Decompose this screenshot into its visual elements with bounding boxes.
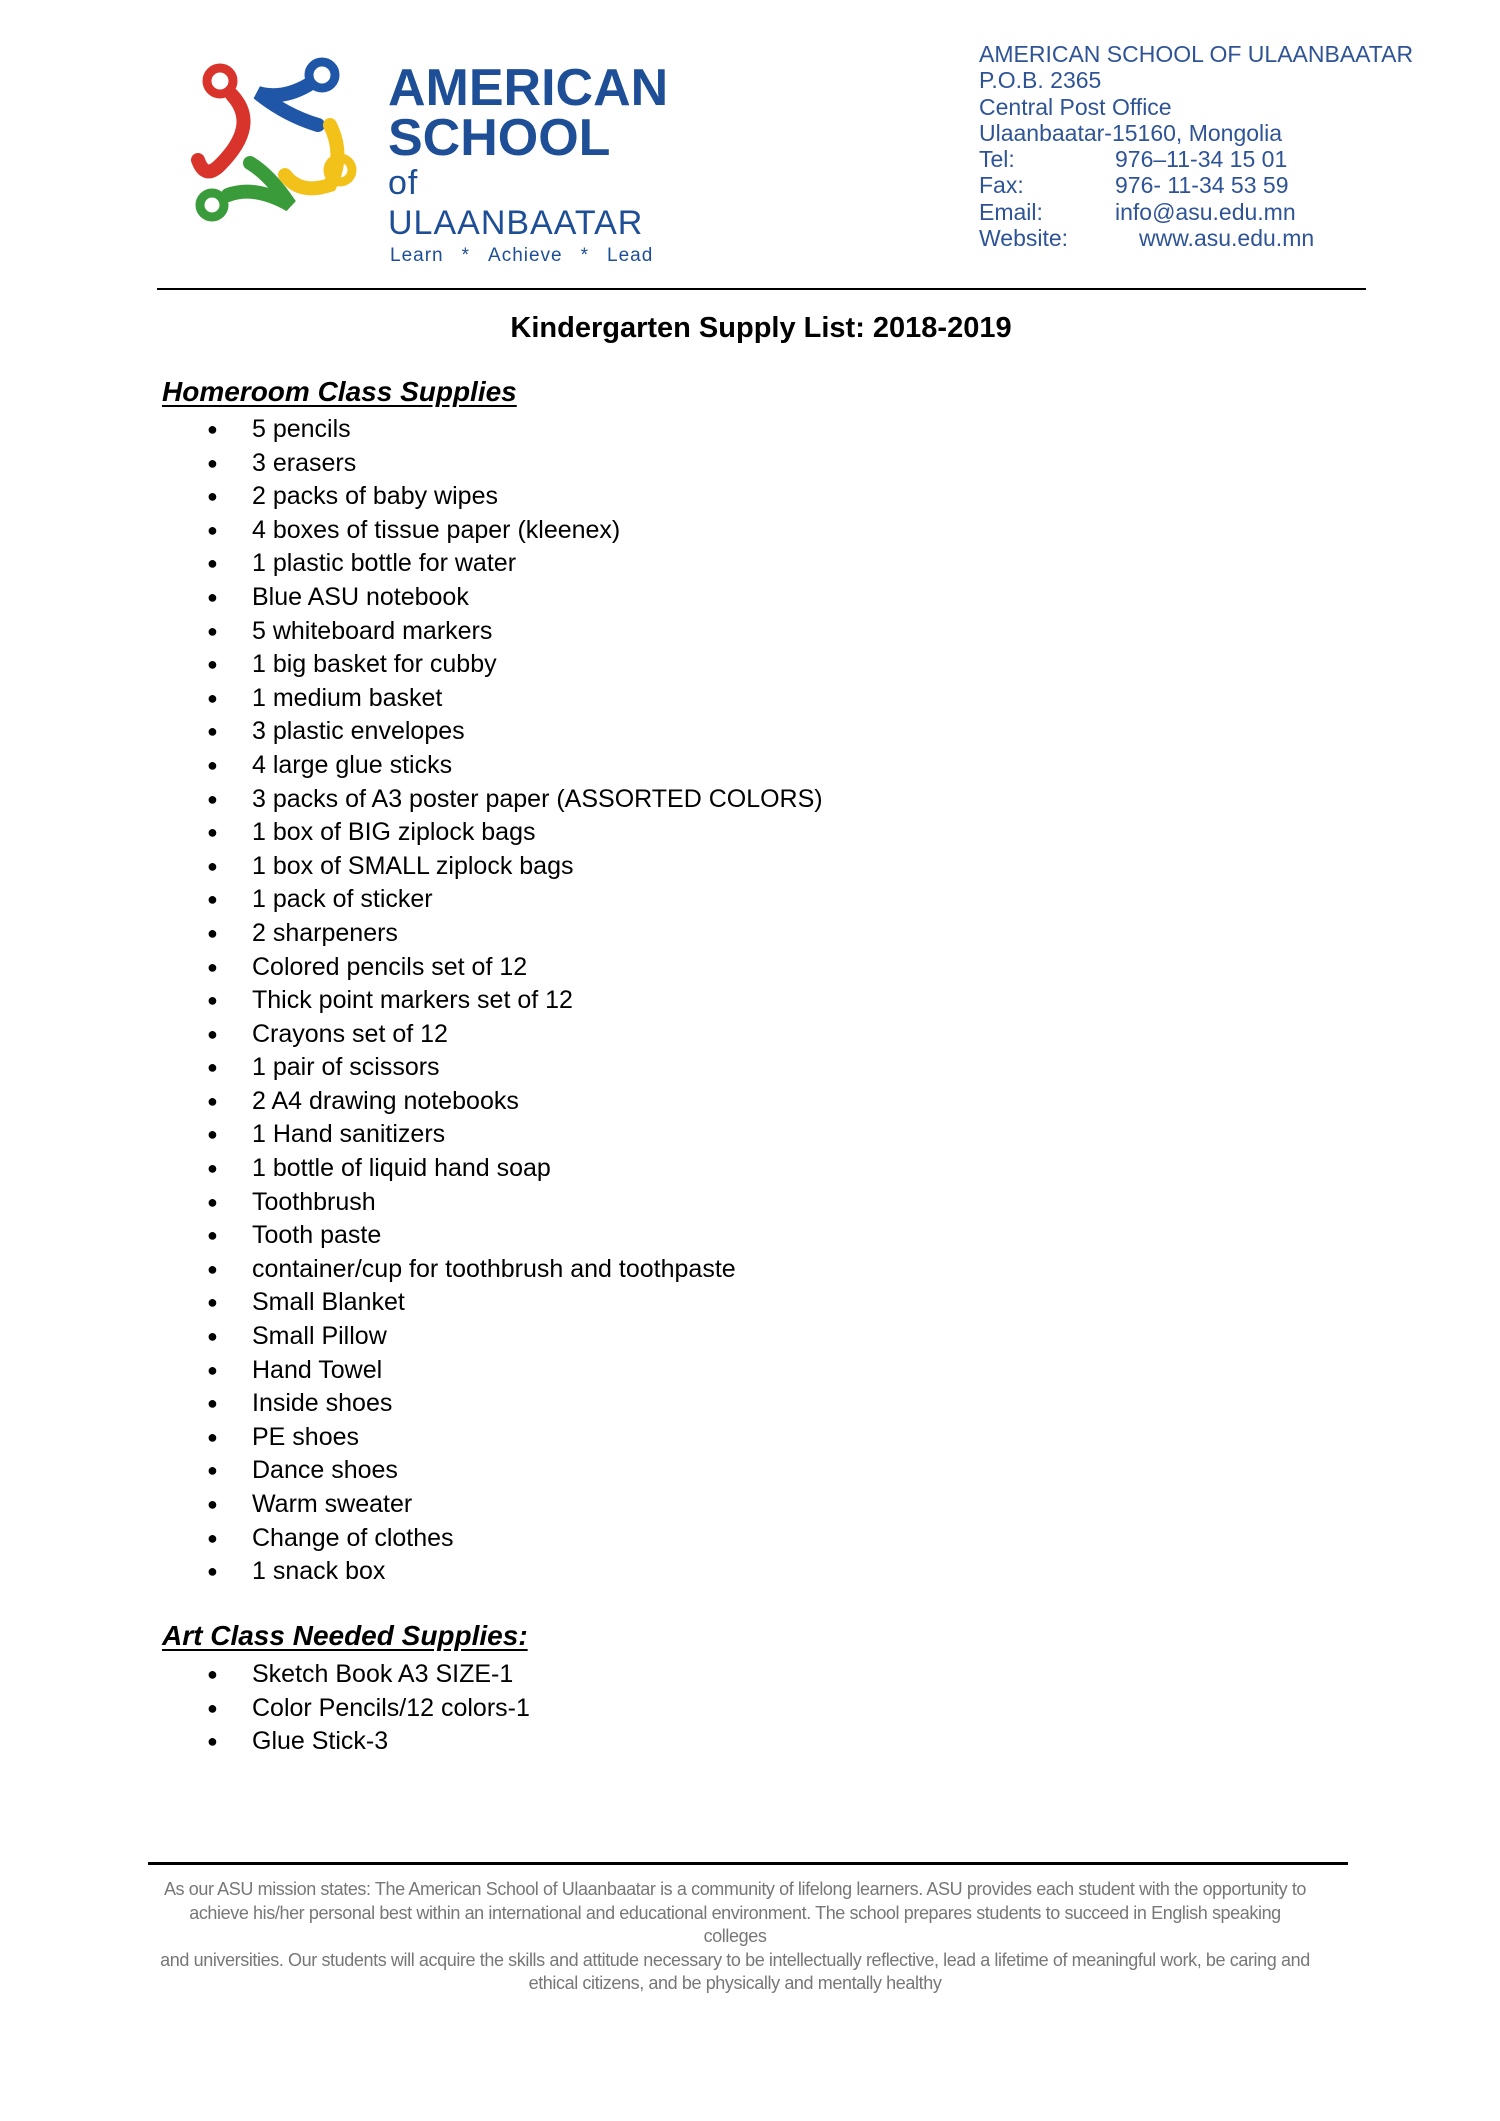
homeroom-list-item (207, 715, 823, 749)
homeroom-list-item (207, 648, 823, 682)
tagline-lead: Lead (607, 245, 654, 266)
homeroom-list-item (207, 1186, 823, 1220)
bullet-icon: ● (207, 486, 218, 507)
contact-website-row (979, 225, 1413, 251)
bullet-icon: ● (207, 1090, 218, 1111)
fax-value: 976- 11-34 53 59 (1115, 172, 1289, 199)
homeroom-item-text: 1 bottle of liquid hand soap (252, 1154, 551, 1183)
homeroom-list-item (207, 447, 823, 481)
page-title: Kindergarten Supply List: 2018-2019 (510, 312, 1012, 344)
art-heading: Art Class Needed Supplies: (162, 1620, 528, 1651)
homeroom-list-item (207, 1286, 823, 1320)
bullet-icon: ● (207, 1697, 218, 1718)
bullet-icon: ● (207, 1225, 218, 1246)
homeroom-list-item (207, 413, 823, 447)
homeroom-list-item (207, 783, 823, 817)
homeroom-list-item (207, 883, 823, 917)
bullet-icon: ● (207, 1258, 218, 1279)
homeroom-list-item (207, 1253, 823, 1287)
bullet-icon: ● (207, 620, 218, 641)
homeroom-item-text: Thick point markers set of 12 (252, 986, 573, 1015)
emblem-red-figure (198, 68, 244, 171)
logo-line-school: SCHOOL (388, 109, 611, 167)
contact-block (979, 41, 1413, 251)
bullet-icon: ● (207, 553, 218, 574)
homeroom-list-item (207, 749, 823, 783)
email-link[interactable]: info@asu.edu.mn (1115, 198, 1296, 225)
homeroom-item-text: 2 packs of baby wipes (252, 482, 498, 511)
bullet-icon: ● (207, 1359, 218, 1380)
contact-tel-row (979, 146, 1413, 172)
bullet-icon: ● (207, 586, 218, 607)
homeroom-list-item (207, 547, 823, 581)
homeroom-list-item (207, 1387, 823, 1421)
bullet-icon: ● (207, 922, 218, 943)
homeroom-list-item (207, 514, 823, 548)
bullet-icon: ● (207, 1393, 218, 1414)
mission-line: and universities. Our students will acquire the skills and attitude necessary to be intellectually reflective, lead a lifetime of meaningful work, be caring and (160, 1949, 1310, 1970)
homeroom-item-text: 1 Hand sanitizers (252, 1120, 446, 1149)
bullet-icon: ● (207, 1460, 218, 1481)
homeroom-list-item (207, 1118, 823, 1152)
homeroom-heading: Homeroom Class Supplies (162, 376, 517, 407)
tel-label: Tel: (979, 146, 1015, 173)
homeroom-list-item (207, 984, 823, 1018)
bullet-icon: ● (207, 1494, 218, 1514)
bullet-icon: ● (207, 1292, 218, 1313)
tagline-learn: Learn (390, 245, 444, 266)
homeroom-list-item (207, 1421, 823, 1455)
homeroom-item-text: Tooth paste (252, 1221, 382, 1250)
bullet-icon: ● (207, 1124, 218, 1145)
homeroom-list-item (207, 1488, 823, 1522)
website-label: Website: (979, 225, 1069, 252)
homeroom-list-item (207, 1085, 823, 1119)
bullet-icon: ● (207, 687, 218, 708)
bullet-icon: ● (207, 1527, 218, 1548)
homeroom-list-item (207, 1018, 823, 1052)
homeroom-list-item (207, 917, 823, 951)
logo-wordmark (388, 59, 680, 269)
bullet-icon: ● (207, 1561, 218, 1582)
contact-email-row (979, 199, 1413, 225)
art-list-item (207, 1725, 530, 1759)
contact-fax-row (979, 172, 1413, 198)
bullet-icon: ● (207, 1023, 218, 1044)
bullet-icon: ● (207, 822, 218, 843)
tel-value: 976–11-34 15 01 (1115, 146, 1288, 173)
bullet-icon: ● (207, 1326, 218, 1347)
mission-line: ethical citizens, and be physically and mentally healthy (528, 1973, 942, 1993)
homeroom-list-item (207, 615, 823, 649)
contact-school-name: AMERICAN SCHOOL OF ULAANBAATAR (979, 41, 1414, 67)
contact-post-office: Central Post Office (979, 93, 1172, 120)
homeroom-list-item (207, 1555, 823, 1589)
bullet-icon: ● (207, 1158, 218, 1179)
homeroom-list-item (207, 850, 823, 884)
mission-line: achieve his/her personal best within an international and educational environment. The school prepares students to succeed in English speaking colleges (189, 1902, 1281, 1946)
homeroom-item-text: Warm sweater (252, 1490, 413, 1518)
homeroom-item-text: 1 pair of scissors (252, 1053, 440, 1082)
tagline-separator: * (461, 245, 471, 266)
homeroom-item-text: 1 big basket for cubby (252, 650, 497, 679)
homeroom-item-text: 3 packs of A3 poster paper (ASSORTED COLORS) (252, 784, 823, 813)
bullet-icon: ● (207, 654, 218, 675)
school-logo (190, 55, 680, 266)
bullet-icon: ● (207, 1731, 218, 1752)
tagline-achieve: Achieve (488, 245, 563, 266)
mission-statement (160, 1878, 1310, 1996)
bullet-icon: ● (207, 452, 218, 473)
bullet-icon: ● (207, 956, 218, 977)
website-link[interactable]: www.asu.edu.mn (1139, 225, 1315, 252)
bullet-icon: ● (207, 855, 218, 876)
homeroom-item-text: 1 box of SMALL ziplock bags (252, 851, 574, 880)
homeroom-list-item (207, 480, 823, 514)
bullet-icon: ● (207, 754, 218, 775)
homeroom-item-text: 2 sharpeners (252, 918, 398, 947)
art-list-item (207, 1692, 530, 1726)
logo-tagline (390, 243, 680, 269)
bullet-icon: ● (207, 889, 218, 910)
header-divider (157, 288, 1366, 290)
homeroom-list-item (207, 1354, 823, 1388)
homeroom-list-item (207, 1051, 823, 1085)
homeroom-item-text: Hand Towel (252, 1355, 383, 1384)
tagline-separator: * (580, 245, 590, 266)
fax-label: Fax: (979, 172, 1024, 199)
homeroom-list-item (207, 1320, 823, 1354)
homeroom-list-item (207, 581, 823, 615)
bullet-icon: ● (207, 990, 218, 1011)
homeroom-item-text: 1 medium basket (252, 683, 443, 712)
art-item-text: Color Pencils/12 colors-1 (252, 1693, 530, 1722)
bullet-icon: ● (207, 419, 218, 439)
bullet-icon: ● (207, 1191, 218, 1212)
homeroom-item-text: 4 boxes of tissue paper (kleenex) (252, 515, 621, 544)
homeroom-item-text: 3 plastic envelopes (252, 717, 465, 746)
bullet-icon: ● (207, 721, 218, 742)
art-list-item (207, 1658, 530, 1692)
homeroom-supply-list (207, 413, 823, 1589)
bullet-icon: ● (207, 1057, 218, 1078)
homeroom-item-text: 1 plastic bottle for water (252, 549, 517, 578)
homeroom-item-text: Inside shoes (252, 1389, 393, 1418)
bullet-icon: ● (207, 1426, 218, 1447)
homeroom-item-text: 5 pencils (252, 415, 351, 443)
homeroom-item-text: 1 box of BIG ziplock bags (252, 818, 536, 847)
emblem-blue-figure (258, 62, 335, 125)
homeroom-item-text: Small Blanket (252, 1288, 405, 1317)
homeroom-list-item (207, 1522, 823, 1556)
homeroom-list-item (207, 1219, 823, 1253)
homeroom-item-text: Crayons set of 12 (252, 1019, 448, 1048)
school-emblem-icon (190, 55, 360, 225)
homeroom-item-text: 4 large glue sticks (252, 750, 453, 779)
logo-line-american: AMERICAN (388, 59, 669, 117)
homeroom-item-text: Change of clothes (252, 1523, 454, 1552)
homeroom-list-item (207, 682, 823, 716)
homeroom-list-item (207, 951, 823, 985)
contact-city: Ulaanbaatar-15160, Mongolia (979, 119, 1283, 146)
homeroom-item-text: 3 erasers (252, 448, 357, 477)
emblem-yellow-figure (285, 125, 352, 188)
bullet-icon: ● (207, 788, 218, 809)
bullet-icon: ● (207, 519, 218, 540)
homeroom-item-text: Toothbrush (252, 1187, 376, 1216)
homeroom-item-text: 1 pack of sticker (252, 885, 433, 914)
homeroom-item-text: Blue ASU notebook (252, 582, 469, 611)
bullet-icon: ● (207, 1664, 218, 1684)
homeroom-list-item (207, 1152, 823, 1186)
homeroom-item-text: Small Pillow (252, 1322, 387, 1351)
homeroom-item-text: Dance shoes (252, 1456, 398, 1485)
homeroom-item-text: PE shoes (252, 1422, 360, 1451)
homeroom-item-text: 1 snack box (252, 1557, 386, 1586)
footer-divider (148, 1862, 1348, 1865)
art-item-text: Glue Stick-3 (252, 1727, 389, 1756)
mission-line: As our ASU mission states: The American School of Ulaanbaatar is a community of lifelong learners. ASU provides each student with the opportunity to (163, 1879, 1307, 1899)
homeroom-list-item (207, 816, 823, 850)
homeroom-item-text: 5 whiteboard markers (252, 616, 493, 645)
email-label: Email: (979, 198, 1043, 225)
art-item-text: Sketch Book A3 SIZE-1 (252, 1660, 514, 1688)
homeroom-item-text: Colored pencils set of 12 (252, 952, 528, 981)
contact-pob: P.O.B. 2365 (979, 67, 1102, 94)
homeroom-item-text: container/cup for toothbrush and toothpaste (252, 1254, 736, 1283)
homeroom-item-text: 2 A4 drawing notebooks (252, 1086, 519, 1115)
logo-line-ulaanbaatar: of ULAANBAATAR (388, 164, 644, 242)
art-supply-list (207, 1658, 530, 1759)
homeroom-list-item (207, 1454, 823, 1488)
